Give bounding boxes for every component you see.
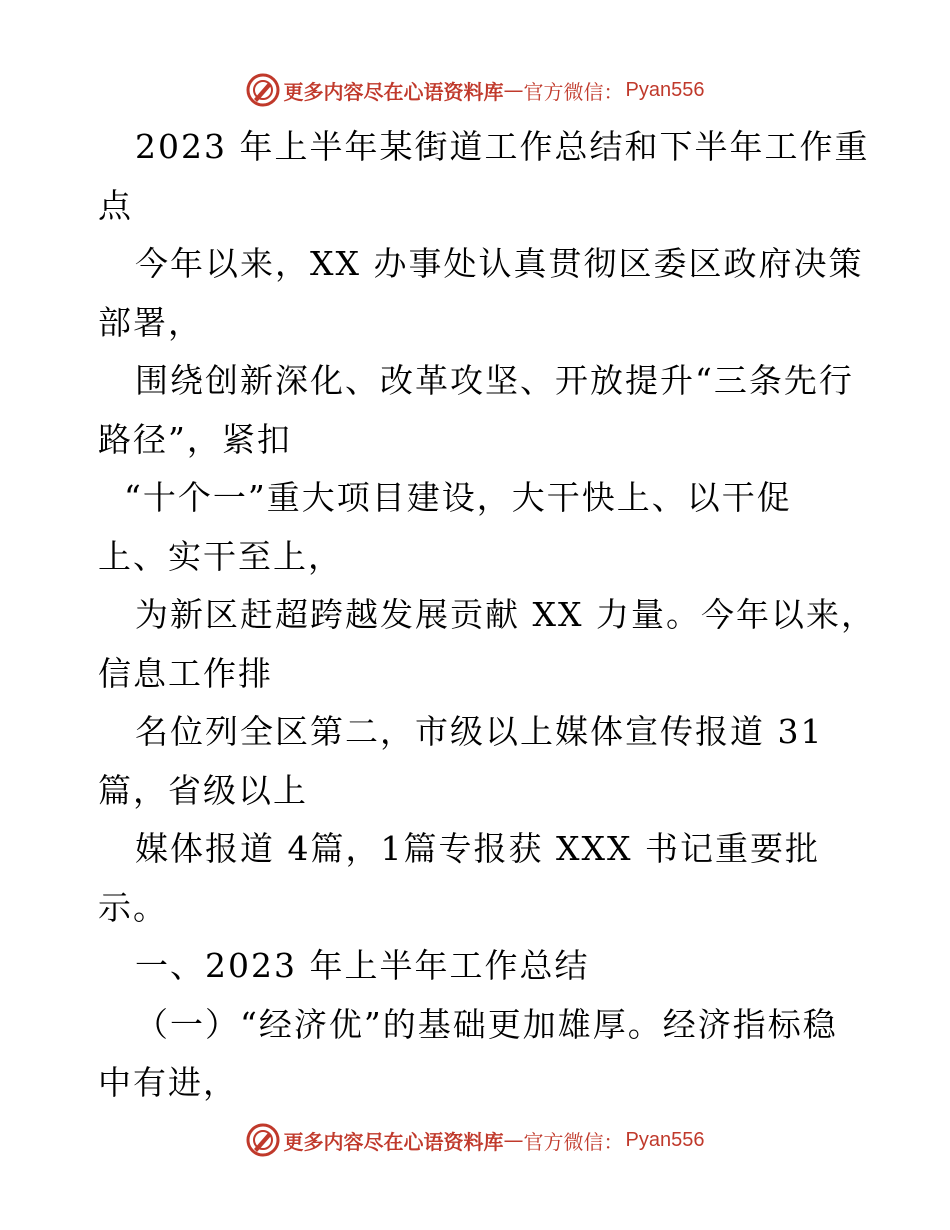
brand-logo-icon <box>246 73 280 107</box>
brand-logo-icon <box>246 1123 280 1157</box>
doc-title-line-2: 点 <box>98 185 133 225</box>
paragraph-line: 上、实干至上， <box>98 536 343 576</box>
paragraph-line: 路径”，紧扣 <box>98 419 292 459</box>
paragraph-line: 部署， <box>98 302 203 342</box>
brand-separator: — <box>503 78 524 102</box>
paragraph-line: 为新区赶超跨越发展贡献 XX 力量。今年以来， <box>135 595 876 634</box>
paragraph-line: 示。 <box>98 887 168 927</box>
brand-text: 更多内容尽在心语资料库 <box>283 1129 504 1154</box>
paragraph-line: 今年以来，XX 办事处认真贯彻区委区政府决策 <box>135 244 864 283</box>
paragraph-line: 名位列全区第二，市级以上媒体宣传报道 31 <box>135 712 824 751</box>
footer-watermark <box>0 1120 950 1160</box>
section-heading: 一、2023 年上半年工作总结 <box>135 946 590 985</box>
paragraph-line: 围绕创新深化、改革攻坚、开放提升“三条先行 <box>135 361 854 400</box>
contact-label: 官方微信： <box>523 1129 624 1154</box>
paragraph-line: 篇，省级以上 <box>98 770 308 810</box>
header-watermark <box>0 70 950 110</box>
document-body <box>98 118 876 1113</box>
contact-id: Pyan556 <box>625 78 705 101</box>
brand-text: 更多内容尽在心语资料库 <box>283 79 504 104</box>
subsection-heading: （一）“经济优”的基础更加雄厚。经济指标稳 <box>135 1004 838 1044</box>
contact-label: 官方微信： <box>523 79 624 104</box>
paragraph-line: 媒体报道 4篇，1篇专报获 XXX 书记重要批 <box>135 829 820 868</box>
paragraph-line: 中有进， <box>98 1063 238 1102</box>
paragraph-line: 信息工作排 <box>98 653 273 693</box>
paragraph-line: “十个一”重大项目建设，大干快上、以干促 <box>124 478 792 517</box>
contact-id: Pyan556 <box>625 1128 705 1151</box>
doc-title-line-1: 2023 年上半年某街道工作总结和下半年工作重 <box>135 127 870 166</box>
brand-separator: — <box>503 1128 524 1152</box>
